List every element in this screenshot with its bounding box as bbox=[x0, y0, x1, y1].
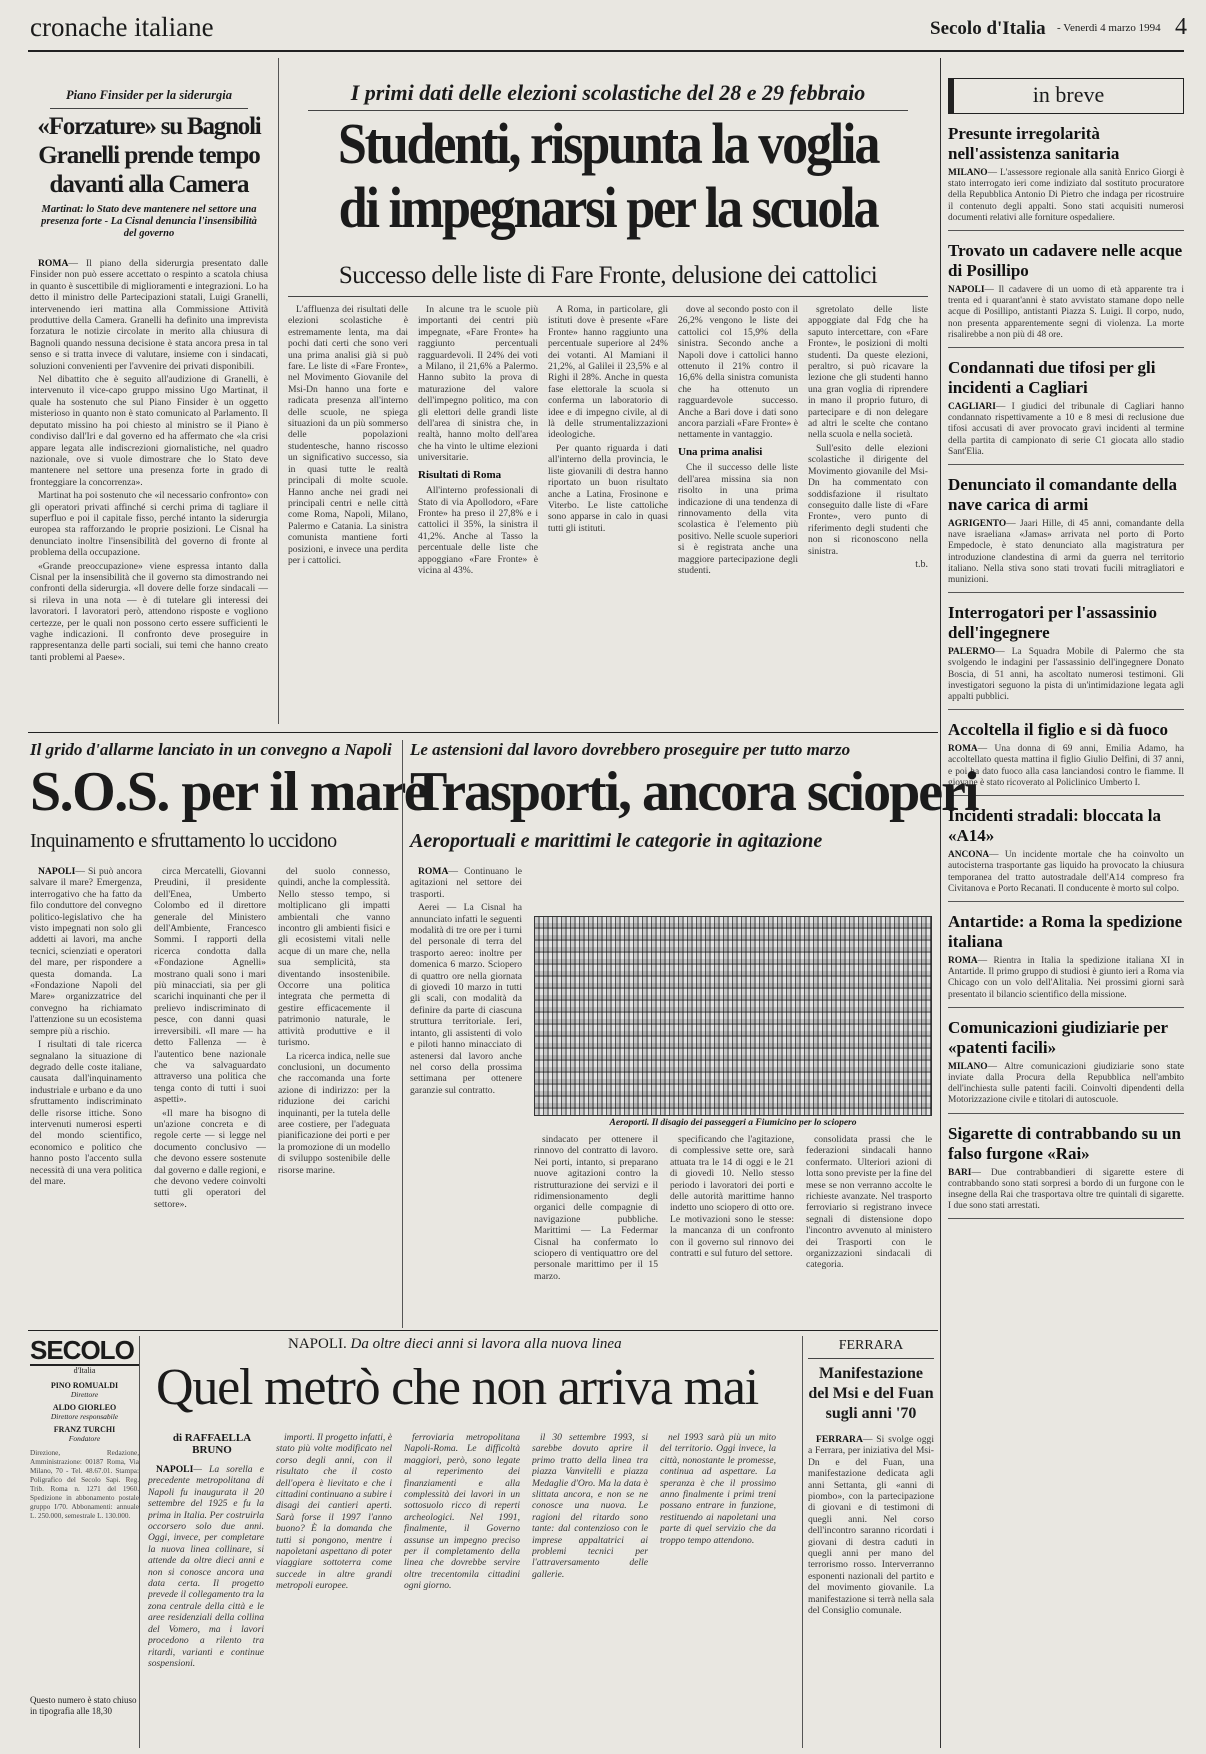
dateline: AGRIGENTO bbox=[948, 519, 1007, 530]
paragraph: Martinat ha poi sostenuto che «il necessario confronto» con gli operatori privati affinché si cerchi prima di tagliare il superfluo e poi il capitale fisso, perché intanto la siderurgia europea sta rafforzando le proprie posizioni. Le Cisnal ha denunciato inoltre l'insensibilità del governo di fronte al problema della occupazione. bbox=[30, 490, 268, 559]
elections-col-1 bbox=[288, 304, 408, 724]
dateline: ROMA bbox=[38, 258, 69, 269]
brief-body bbox=[948, 956, 1184, 1001]
dateline: MILANO bbox=[948, 1061, 988, 1072]
brief-body bbox=[948, 1168, 1184, 1213]
closing-note: Questo numero è stato chiuso in tipografia alle 18,30 bbox=[30, 1695, 137, 1716]
headline-line: «Forzature» su Bagnoli bbox=[37, 113, 261, 140]
metro-story bbox=[148, 1336, 798, 1748]
trasporti-col-4 bbox=[806, 1134, 932, 1326]
brief-headline: Sigarette di contrabbando su un falso furgone «Rai» bbox=[948, 1123, 1182, 1163]
brief-body bbox=[948, 744, 1184, 789]
briefs-list bbox=[948, 124, 1184, 1744]
brief-item bbox=[948, 603, 1184, 710]
brief-item bbox=[948, 720, 1184, 796]
metro-byline bbox=[158, 1432, 266, 1456]
paragraph: importi. Il progetto infatti, è stato più volte modificato nel corso degli anni, con il risultato che il costo dell'opera è lievitato e che i cittadini continuano a subire i disagi dei cantieri aperti. Sarà forse il 1997 l'anno buono? È la domanda che tutti si pongono, mentre i napoletani aspettano di poter viaggiare sottoterra come succede in altre grandi metropoli europee. bbox=[276, 1432, 392, 1592]
section-rule bbox=[28, 1330, 938, 1331]
brief-divider bbox=[948, 1007, 1184, 1008]
left-story-body bbox=[30, 258, 268, 720]
byline-line: BRUNO bbox=[192, 1444, 232, 1456]
trasporti-col-1 bbox=[410, 866, 522, 1326]
paragraph: Che il successo delle liste dell'area missina sia non risolto in una prima indicazione di una tendenza di rinnovamento della vita scolastica è l'elemento più positivo. Nelle scuole superiori si è registrata anche una maggiore partecipazione degli studenti. bbox=[678, 462, 798, 576]
paragraph: — Il cadavere di un uomo di età apparente tra i trenta ed i quarant'anni è stato avvistato stamane dopo nelle acque di Posillipo, antistanti Piazza S. Luigi. Il corpo, nudo, non presenta apparentemente segni di violenza. La morte risalirebbe a non più di 48 ore. bbox=[948, 285, 1184, 340]
sos-headline: S.O.S. per il mare bbox=[30, 761, 428, 823]
brief-divider bbox=[948, 709, 1184, 710]
brief-item bbox=[948, 912, 1184, 1008]
paragraph: — Altre comunicazioni giudiziarie sono state inviate dalla Procura della Repubblica nell'ambito dell'inchiesta sulle patenti facili. Coinvolti dipendenti della Motorizzazione civile e titolari di autoscuole. bbox=[948, 1061, 1184, 1106]
paragraph: — Si può ancora salvare il mare? Emergenza, interrogativo che ha fatto da filo conduttore del convegno politico-legislativo che ha visto impegnati non solo gli addetti ai lavori, ma anche tecnici, scienziati e operatori del mare, per rispondere a questa domanda. La «Fondazione Napoli del Mare» organizzatrice del convegno ha richiamato l'attenzione su un ecosistema sempre più a rischio. bbox=[30, 866, 142, 1037]
paragraph: del suolo connesso, quindi, anche la complessità. Nello stesso tempo, si moltiplicano gli impatti ambientali che vanno incontro gli ambienti fisici e gli ecosistemi vitali nelle acque di un mare che, nella sua semplicità, sta diventando insostenibile. Occorre una politica integrata che permetta di gestire efficacemente il patrimonio naturale, le attività produttive e il turismo. bbox=[278, 866, 390, 1049]
headline-line: davanti alla Camera bbox=[49, 171, 249, 198]
brief-divider bbox=[948, 901, 1184, 902]
brief-headline: Trovato un cadavere nelle acque di Posillipo bbox=[948, 241, 1183, 281]
brief-item bbox=[948, 475, 1184, 593]
subsection-title: Risultati di Roma bbox=[418, 468, 502, 481]
dateline: MILANO bbox=[948, 168, 988, 178]
director-role: Direttore bbox=[70, 1390, 99, 1399]
briefs-title-box bbox=[948, 78, 1184, 114]
dateline: ROMA bbox=[948, 744, 978, 755]
paragraph: — La sorella e precedente metropolitana di Napoli fu inaugurata il 20 settembre del 1925 e fu la prima in Italia. Per costruirla occorsero solo due anni. Oggi, invece, per completare la nuova linea collinare, si attende da oltre dieci anni e non si conosce ancora una data certa. Il progetto prevede il collegamento tra la zona centrale della città e le aree residenziali della collina del Vomero, ma i lavori procedono a rilento tra ritardi, varianti e continue sospensioni. bbox=[148, 1464, 264, 1669]
paragraph: Nel dibattito che è seguito all'audizione di Granelli, è intervenuto il vice-capo gruppo missino Ugo Martinat, il quale ha sostenuto che sul Piano Finsider è un oggetto misterioso in quanto non è stato comunicato al Parlamento. Il deputato missino ha poi chiesto al ministro se il Piano è condiviso dall'Iri e dal governo ed ha affermato che «la crisi appare legata alle indiscrezioni giornalistiche, nel quadro nazionale, ove si vuole dimostrare che lo Stato deve mantenere nel settore una presenza forte in grado di fronteggiare la concorrenza». bbox=[30, 374, 268, 488]
trasporti-headline: Trasporti, ancora scioperi bbox=[410, 761, 978, 823]
column-rule bbox=[802, 1336, 803, 1748]
paragraph: «Grande preoccupazione» viene espressa intanto dalla Cisnal per la insensibilità che il governo sta dimostrando nei confronti della siderurgia. «Il dovere delle forze sindacali — si rileva in una nota — è di tutelare gli interessi dei lavoratori. I lavoratori però, attendono risposte e vogliono certezze, per le quali non possono certo essere sufficienti le vaghe indicazioni. Il confronto deve proseguire in rappresentanza delle parti sociali, sui temi che hanno creato tanti problemi al Paese». bbox=[30, 560, 268, 663]
brief-headline: Denunciato il comandante della nave carica di armi bbox=[948, 475, 1178, 515]
sos-kicker: Il grido d'allarme lanciato in un convegno a Napoli bbox=[30, 740, 392, 759]
brief-item bbox=[948, 124, 1184, 231]
headline-line: Manifestazione bbox=[819, 1365, 923, 1382]
divider bbox=[50, 108, 248, 109]
paragraph: — Due contrabbandieri di sigarette estere di contrabbando sono stati sorpresi a bordo di un furgone con le insegne della Rai che trasportava oltre tre quintali di sigarette. I due sono stati arrestati. bbox=[948, 1167, 1184, 1212]
elections-subhead: Successo delle liste di Fare Fronte, delusione dei cattolici bbox=[338, 262, 878, 289]
founder-name: FRANZ TURCHI bbox=[53, 1425, 116, 1434]
paragraph: Sull'esito delle elezioni scolastiche il dirigente del Movimento giovanile del Msi-Dn ha commentato con soddisfazione il risultato conseguito dalle liste di «Fare Fronte», vero punto di riferimento degli studenti che non si riconoscono nella sinistra. bbox=[808, 442, 928, 557]
ferrara-story bbox=[808, 1336, 934, 1748]
brief-item bbox=[948, 241, 1184, 348]
paragraph: — Si svolge oggi a Ferrara, per iniziativa del Msi-Dn e del Fuan, una manifestazione dedicata agli anni Settanta, gli «anni di piombo», con la partecipazione di giovani e di testimoni di quegli anni. Nel corso dell'incontro saranno ricordati i giovani di destra caduti in quegli anni per mano del terrorismo rosso. Interverranno esponenti nazionali del partito e del movimento giovanile. La manifestazione si terrà nella sala del Consiglio comunale. bbox=[808, 1434, 934, 1617]
metro-headline: Quel metrò che non arriva mai bbox=[156, 1359, 758, 1416]
metro-col-4 bbox=[532, 1432, 648, 1746]
brief-item bbox=[948, 1124, 1184, 1220]
brief-item bbox=[948, 358, 1184, 465]
dateline: ANCONA bbox=[948, 850, 990, 861]
brief-headline: Presunte irregolarità nell'assistenza sanitaria bbox=[948, 124, 1120, 163]
briefs-column bbox=[948, 74, 1184, 1750]
brief-body bbox=[948, 1062, 1184, 1107]
dateline: BARI bbox=[948, 1167, 972, 1178]
paragraph: — La Squadra Mobile di Palermo che sta svolgendo le indagini per l'assassinio dell'ingegnere Donato Boscia, di 51 anni, ha ascoltato numerosi testimoni. Gli investigatori seguono la pista di un'intimidazione legata agli appalti pubblici. bbox=[948, 647, 1184, 703]
headline-line: Granelli prende tempo bbox=[38, 142, 260, 169]
briefs-title: in breve bbox=[1032, 82, 1105, 107]
paragraph: «Il mare ha bisogno di un'azione concreta e di regole certe — si legge nel documento conclusivo — che devono essere sostenute dal governo e dalle regioni, e che devono vedere coinvolti tutti gli operatori del settore». bbox=[154, 1107, 266, 1210]
brief-divider bbox=[948, 592, 1184, 593]
trasporti-subhead: Aeroportuali e marittimi le categorie in agitazione bbox=[410, 830, 823, 852]
page-number: 4 bbox=[1175, 14, 1187, 40]
photo-caption: Aeroporti. Il disagio dei passeggeri a Fiumicino per lo sciopero bbox=[609, 1118, 857, 1128]
brief-headline: Comunicazioni giudiziarie per «patenti facili» bbox=[948, 1017, 1168, 1057]
brief-body bbox=[948, 647, 1184, 703]
metro-col-2 bbox=[276, 1432, 392, 1746]
signature: t.b. bbox=[915, 558, 928, 570]
paragraph: ferroviaria metropolitana Napoli-Roma. Le difficoltà maggiori, però, sono legate al reperimento dei finanziamenti e alla complessità dei lavori in un sottosuolo ricco di reperti archeologici. Nel 1991, finalmente, il Governo assunse un impegno preciso per il completamento della linea che dovrebbe servire oltre trecentomila cittadini ogni giorno. bbox=[404, 1432, 520, 1592]
paragraph: — Il piano della siderurgia presentato dalle Finsider non può essere accettato o respinto a scatola chiusa in quanto è suscettibile di miglioramenti e integrazioni. Lo ha detto il ministro delle Partecipazioni statali, Luigi Granelli, intervenendo ieri mattina alla Commissione Attività produttive della Camera. Granelli ha definito una imprevista forzatura le notizie circolate in merito alla chiusura di Bagnoli quando nessuna decisione è stata ancora presa in tal senso e si tratta invece di valutare, insieme con i sindacati, soluzioni convenienti per l'avvenire dei privati disponibili. bbox=[30, 258, 268, 372]
paragraph: In alcune tra le scuole più importanti dei centri più impegnate, «Fare Fronte» ha raggiunto percentuali ragguardevoli. Il 24% dei voti a Milano, il 21,6% a Palermo. Hanno subìto la prova di maturazione del valore dell'impegno politico, ma con gli elettori delle grandi liste dell'area di sinistra che, in realtà, hanno molto dell'area che ha vinto le ultime elezioni universitarie. bbox=[418, 304, 538, 464]
secolo-box bbox=[30, 1336, 140, 1748]
paragraph: — Jaari Hille, di 45 anni, comandante della nave israeliana «Jamas» arrivata nel porto di Porto Empedocle, è stato denunciato alla magistratura per introduzione clandestina di armi da guerra nel territorio italiano. Nella stiva sono stati trovati fucili mitragliatori e munizioni. bbox=[948, 519, 1184, 586]
secolo-logo-sub: d'Italia bbox=[73, 1366, 96, 1375]
column-rule bbox=[940, 58, 941, 1748]
brief-body bbox=[948, 285, 1184, 341]
metro-kicker-city: NAPOLI. bbox=[288, 1336, 347, 1352]
issue-date: - Venerdì 4 marzo 1994 bbox=[1057, 22, 1161, 34]
paragraph: circa Mercatelli, Giovanni Preudini, il presidente dell'Enea, Umberto Colombo ed il direttore generale del Ministero dell'Ambiente, Francesco Sommi. I rapporti della ricerca condotta dalla «Fondazione Agnelli» mostrano quali sono i mari più minacciati, sia per gli scarichi inquinanti che per il prelievo indiscriminato di pesce, con danni quasi irreversibili. «Il mare — ha detto Fallenza — è l'autentico bene nazionale che va salvaguardato attraverso una politica che tenga conto di tutti i suoi aspetti». bbox=[154, 866, 266, 1106]
metro-kicker bbox=[288, 1336, 622, 1353]
brief-headline: Antartide: a Roma la spedizione italiana bbox=[948, 911, 1183, 951]
metro-col-1 bbox=[148, 1464, 264, 1746]
ferrara-headline bbox=[808, 1364, 934, 1424]
dateline: ROMA bbox=[948, 955, 978, 966]
founder-role: Fondatore bbox=[68, 1434, 101, 1443]
column-rule bbox=[278, 58, 279, 724]
brief-divider bbox=[948, 1113, 1184, 1114]
brief-body bbox=[948, 519, 1184, 586]
paragraph: specificando che l'agitazione, di complessive sette ore, sarà attuata tra le 14 di oggi e le 21 di giovedì 10. Nello stesso periodo i lavoratori dei porti e delle autorità marittime hanno indetto uno sciopero di otto ore. Le motivazioni sono le stesse: la mancanza di un confronto con il governo sul rinnovo dei contratti e sul futuro del settore. bbox=[670, 1134, 794, 1260]
section-label: cronache italiane bbox=[30, 12, 214, 42]
headline-line: di impegnarsi per la scuola bbox=[338, 175, 878, 240]
brief-divider bbox=[948, 230, 1184, 231]
left-story-headline bbox=[30, 112, 268, 199]
sos-col-3 bbox=[278, 866, 390, 1326]
paragraph: A Roma, in particolare, gli istituti dove è presente «Fare Fronte» hanno raggiunto una percentuale superiore al 24% dei votanti. Al Mamiani il 21,2%, al Galilei il 23,5% e al Righi il 28%. Anche in questa fase elettorale la scuola si conferma un laboratorio di idee e di impegno civile, al di là delle strumentalizzazioni ideologiche. bbox=[548, 304, 668, 441]
brief-body bbox=[948, 168, 1184, 224]
paragraph: il 30 settembre 1993, si sarebbe dovuto aprire il primo tratto della linea tra piazza Vanvitelli e piazza Medaglie d'Oro. Ma la data è slittata ancora, e non se ne conosce una nuova. Le ragioni del ritardo sono tante: dal contenzioso con le imprese appaltatrici ai problemi tecnici per l'attraversamento delle gallerie. bbox=[532, 1432, 648, 1580]
metro-col-3 bbox=[404, 1432, 520, 1746]
elections-story bbox=[288, 74, 928, 726]
dateline: FERRARA bbox=[816, 1434, 863, 1445]
paragraph: La ricerca indica, nelle sue conclusioni, un documento che raccomanda una forte azione di indirizzo: per la riduzione dei carichi inquinanti, per la tutela delle aree costiere, per l'adeguata pianificazione dei porti e per la promozione di un modello di sviluppo sostenibile delle risorse marine. bbox=[278, 1050, 390, 1176]
paragraph: — I giudici del tribunale di Cagliari hanno condannato rispettivamente a 10 e 8 mesi di reclusione due tifosi accusati di aver provocato gravi incidenti al termine della partita di campionato di serie C1 giocata allo stadio Sant'Elia. bbox=[948, 402, 1184, 457]
brief-divider bbox=[948, 1218, 1184, 1219]
brief-divider bbox=[948, 347, 1184, 348]
brief-headline: Interrogatori per l'assassinio dell'ingegnere bbox=[948, 603, 1158, 643]
paragraph: dove al secondo posto con il 26,2% vengono le liste dei cattolici col 15,9% della sinistra. Secondo anche a Napoli dove i cattolici hanno ottenuto il 21% contro il 16,6% della sinistra comunista che ha ottenuto un ragguardevole successo. Anche a Bari dove i dati sono ancora parziali «Fare Fronte» è nettamente in vantaggio. bbox=[678, 304, 798, 441]
brief-item bbox=[948, 806, 1184, 902]
elections-kicker: I primi dati delle elezioni scolastiche del 28 e 29 febbraio bbox=[350, 80, 866, 105]
sos-subhead: Inquinamento e sfruttamento lo uccidono bbox=[30, 830, 337, 852]
brief-headline: Incidenti stradali: bloccata la «A14» bbox=[948, 806, 1161, 846]
deputy-name: ALDO GIORLEO bbox=[52, 1403, 117, 1412]
elections-col-5 bbox=[808, 304, 928, 724]
airport-photo bbox=[534, 916, 932, 1116]
byline-line: di RAFFAELLA bbox=[172, 1432, 252, 1444]
dateline: PALERMO bbox=[948, 647, 996, 658]
dateline: ROMA bbox=[418, 866, 449, 877]
elections-col-2 bbox=[418, 304, 538, 724]
masthead-rule bbox=[28, 50, 1184, 52]
divider bbox=[808, 1358, 934, 1359]
ferrara-body bbox=[808, 1434, 934, 1746]
sos-col-1 bbox=[30, 866, 142, 1326]
headline-line: del Msi e del Fuan bbox=[808, 1385, 934, 1402]
dateline: NAPOLI bbox=[948, 285, 985, 296]
brief-divider bbox=[948, 464, 1184, 465]
section-rule bbox=[28, 732, 938, 733]
publisher-info: Direzione, Redazione, Amministrazione: 00187 Roma, Via Milano, 70 - Tel. 48.67.01. Stampa: Poligrafico del Secolo Sapi. Reg. Trib. Roma n. 1271 del 1960. Spedizione in abbonamento postale gruppo I/70. Abbonamenti: annuale L. 250.000, semestrale L. 130.000. bbox=[30, 1449, 139, 1520]
brief-headline: Accoltella il figlio e si dà fuoco bbox=[948, 720, 1169, 740]
brief-headline: Condannati due tifosi per gli incidenti a Cagliari bbox=[948, 358, 1156, 398]
paragraph: I risultati di tale ricerca segnalano la situazione di degrado delle coste italiane, causata dall'inquinamento industriale e urbano e da uno sfruttamento indiscriminato delle risorse ittiche. Sono intervenuti numerosi esperti del mondo scientifico, economico e politico che hanno posto l'accento sulla necessità di una vera politica del mare. bbox=[30, 1039, 142, 1187]
paragraph: — Una donna di 69 anni, Emilia Adamo, ha accoltellato questa mattina il figlio Giulio Delfini, di 37 anni, e poi ha dato fuoco alla casa lanciandosi contro le fiamme. Il giovane è stato ricoverato al Policlinico Umberto I. bbox=[948, 744, 1184, 788]
trasporti-col-2 bbox=[534, 1134, 658, 1326]
ferrara-city: FERRARA bbox=[838, 1338, 904, 1353]
dateline: NAPOLI bbox=[156, 1464, 194, 1475]
paragraph: — Continuano le agitazioni nel settore dei trasporti. bbox=[410, 866, 522, 900]
elections-headline bbox=[288, 112, 928, 240]
paper-name: Secolo d'Italia bbox=[930, 18, 1046, 39]
left-story bbox=[30, 74, 268, 726]
paragraph: consolidata prassi che le federazioni sindacali hanno confermato. Ulteriori azioni di lotta sono previste per la fine del mese se non verranno accolte le richieste avanzate. Nel trasporto ferroviario si registrano invece segnali di distensione dopo l'incontro avvenuto al ministero dei Trasporti con le organizzazioni sindacali di categoria. bbox=[806, 1134, 932, 1271]
headline-line: sugli anni '70 bbox=[825, 1405, 917, 1422]
column-rule bbox=[402, 740, 403, 1328]
paragraph: nel 1993 sarà più un mito del territorio. Oggi invece, la città, nonostante le promesse, continua ad aspettare. La speranza è che il prossimo anno finalmente i primi treni possano entrare in funzione, restituendo ai napoletani una parte di quel servizio che da troppo tempo attendono. bbox=[660, 1432, 776, 1546]
trasporti-kicker: Le astensioni dal lavoro dovrebbero proseguire per tutto marzo bbox=[410, 740, 851, 759]
paragraph: — L'assessore regionale alla sanità Enrico Giorgi è stato interrogato ieri come indiziato dal sostituto procuratore della Repubblica Antonio Di Pietro che indaga per ricostruire il contenuto degli appalti. Sono stati acquisiti numerosi documenti relativi alle forniture ospedaliere. bbox=[948, 168, 1184, 223]
dateline: CAGLIARI bbox=[948, 402, 996, 413]
brief-body bbox=[948, 850, 1184, 895]
brief-body bbox=[948, 402, 1184, 458]
paragraph: L'affluenza dei risultati delle elezioni scolastiche è estremamente lenta, ma dai pochi dati certi che sono veri una prima analisi già si può fare. Le liste di «Fare Fronte», nel Movimento Giovanile del Msi-Dn hanno una forte e radicata presenza all'interno delle scuole, ne spiega situazioni da un più sommerso delle popolazioni studentesche, hanno riscosso un significativo successo, sia in quasi tutte le realtà principali di molte scuole. Hanno anche nei gradi nei principali centri e nelle città come Roma, Napoli, Milano, Palermo e Catania. La sinistra comunista mantiene forti posizioni, e invece una perdita per i cattolici. bbox=[288, 304, 408, 566]
sos-col-2 bbox=[154, 866, 266, 1326]
paragraph: — Un incidente mortale che ha coinvolto un autocisterna trasportante gas liquido ha provocato la chiusura temporanea del tratto autostradale dell'A14 compreso fra Civitanova e Porto Recanati. Il conducente è morto sul colpo. bbox=[948, 850, 1184, 894]
paragraph: Per quanto riguarda i dati all'interno della provincia, le liste giovanili di destra hanno riportato un buon risultato anche a Latina, Frosinone e Viterbo. Le liste cattoliche sono apparse in calo in quasi tutti gli istituti. bbox=[548, 442, 668, 534]
trasporti-col-3 bbox=[670, 1134, 794, 1326]
divider bbox=[288, 296, 928, 297]
secolo-logo: SECOLO bbox=[30, 1336, 139, 1366]
deputy-role: Direttore responsabile bbox=[50, 1412, 119, 1421]
elections-col-3 bbox=[548, 304, 668, 724]
paragraph: sindacato per ottenere il rinnovo del contratto di lavoro. Nei porti, intanto, si preparano nuove agitazioni contro la ristrutturazione dei servizi e il ridimensionamento degli organici delle compagnie di navigazione pubbliche. Marittimi — La Federmar Cisnal ha confermato lo sciopero di ventiquattro ore del personale marittimo per il 15 marzo. bbox=[534, 1134, 658, 1282]
elections-col-4 bbox=[678, 304, 798, 724]
paragraph: — Rientra in Italia la spedizione italiana XI in Antartide. Il primo gruppo di studiosi è giunto ieri a Roma via Chicago con un volo dell'Alitalia. Nei prossimi giorni sarà presentato il bilancio scientifico della missione. bbox=[948, 955, 1184, 1000]
paragraph: All'interno professionali di Stato di via Apollodoro, «Fare Fronte» ha preso il 27,8% e i cattolici il 35%, la sinistra il 41,2%. Anche al Tasso la percentuale delle liste che appoggiano «Fare Fronte» è vicina al 43%. bbox=[418, 485, 538, 576]
paragraph: sgretolato delle liste appoggiate dal Fdg che ha saputo intercettare, con «Fare Fronte», le posizioni di molti studenti. Da queste elezioni, peraltro, si può ricavare la lezione che gli studenti hanno una gran voglia di riprendere in mano il proprio futuro, di partecipare e di non delegare ad altri le scelte che contano nella scuola e nella società. bbox=[808, 304, 928, 441]
brief-item bbox=[948, 1018, 1184, 1114]
metro-kicker-text: Da oltre dieci anni si lavora alla nuova linea bbox=[350, 1336, 622, 1352]
metro-col-5 bbox=[660, 1432, 776, 1746]
director-name: PINO ROMUALDI bbox=[50, 1381, 119, 1390]
left-story-kicker: Piano Finsider per la siderurgia bbox=[66, 88, 232, 102]
dateline: NAPOLI bbox=[38, 866, 76, 877]
left-story-subhead: Martinat: lo Stato deve mantenere nel settore una presenza forte - La Cisnal denuncia l'insensibilità del governo bbox=[41, 204, 257, 239]
headline-line: Studenti, rispunta la voglia bbox=[337, 111, 879, 176]
subsection-title: Una prima analisi bbox=[678, 445, 763, 458]
brief-divider bbox=[948, 795, 1184, 796]
paragraph: Aerei — La Cisnal ha annunciato infatti le seguenti modalità di tre ore per i turni del personale di terra del trasporto aereo: inoltre per domenica 6 marzo. Sciopero di quattro ore nella giornata di giovedì 10 marzo in tutti gli scali, con modalità da definire da parte di ciascuna struttura territoriale. Ieri, intanto, gli assistenti di volo e piloti hanno minacciato di astenersi dal lavoro anche nel corso della prossima settimana per ottenere garanzie sul contratto. bbox=[410, 902, 522, 1096]
sos-story bbox=[30, 740, 428, 1328]
